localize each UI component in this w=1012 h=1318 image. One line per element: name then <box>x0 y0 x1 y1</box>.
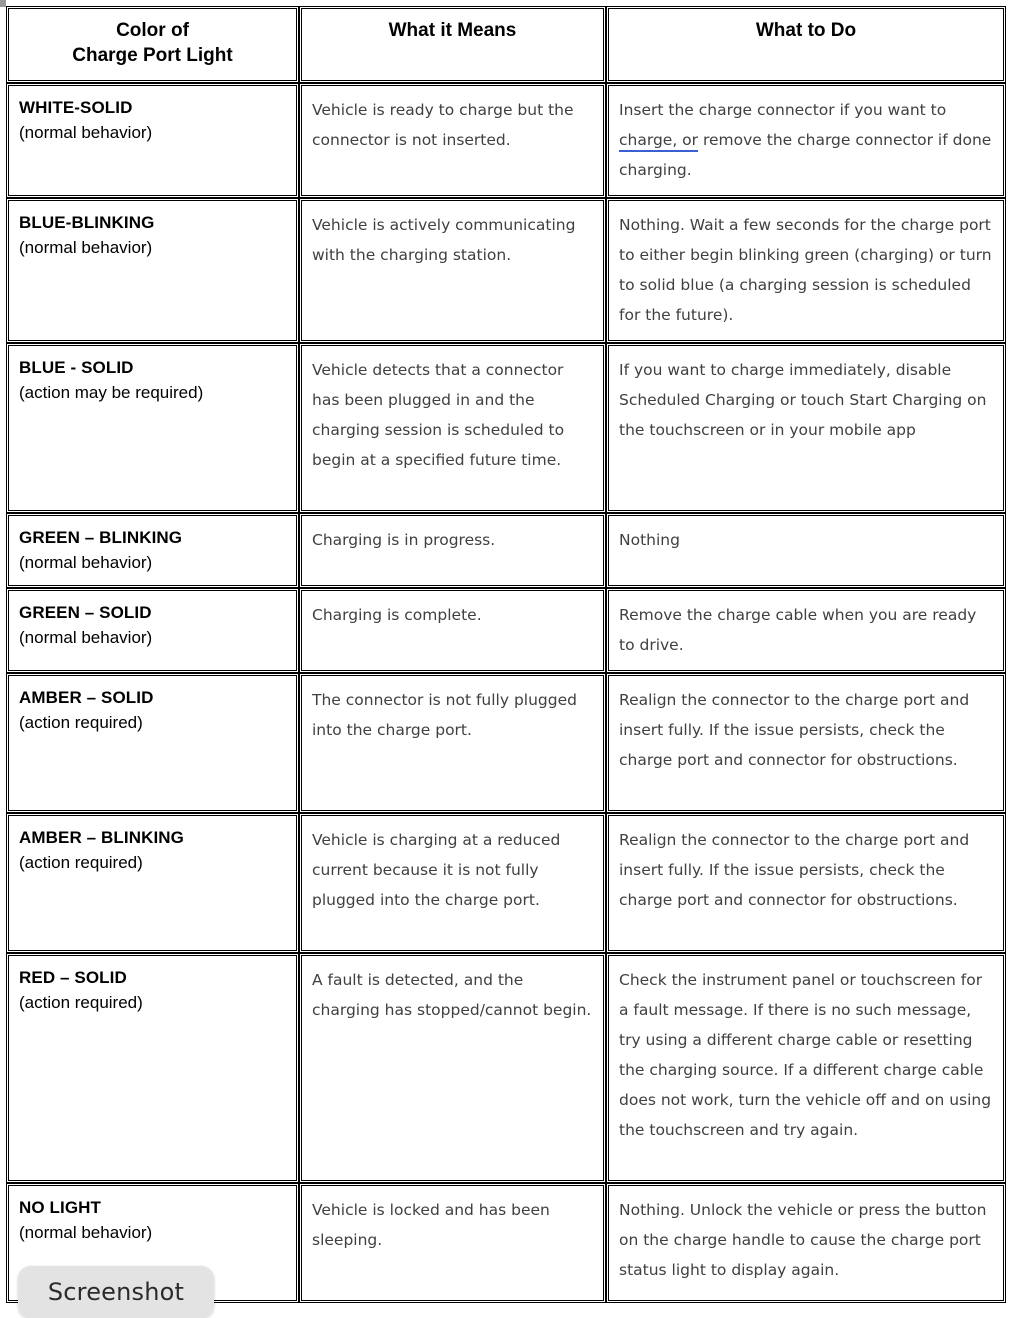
row-todo-green-solid <box>606 588 1006 673</box>
row-means-text: Vehicle detects that a connector has been plugged in and the charging session is scheduled to begin at a specified future time. <box>312 361 565 469</box>
row-label-blue-solid <box>6 343 299 513</box>
table-header <box>6 6 1006 83</box>
row-label-amber-blinking <box>6 813 299 953</box>
column-header-color <box>6 6 299 83</box>
row-means-blue-blinking <box>299 198 606 343</box>
grammar-suggestion-underline[interactable]: charge, or <box>619 131 698 152</box>
row-label-main: NO LIGHT <box>19 1198 102 1217</box>
column-header-color-line1: Color of <box>116 20 189 41</box>
row-label-sub: (action required) <box>19 993 143 1012</box>
row-means-green-solid <box>299 588 606 673</box>
row-label-green-solid <box>6 588 299 673</box>
row-label-sub: (normal behavior) <box>19 1223 153 1242</box>
row-label-sub: (action required) <box>19 853 143 872</box>
table-header-row <box>6 6 1006 83</box>
row-means-red-solid <box>299 953 606 1183</box>
row-todo-text: Remove the charge cable when you are ready to drive. <box>619 606 977 654</box>
row-label-main: BLUE-BLINKING <box>19 213 155 232</box>
column-header-what-to-do-label: What to Do <box>755 20 857 41</box>
row-todo-amber-solid <box>606 673 1006 813</box>
charge-port-light-table <box>6 6 1006 1303</box>
row-label-main: GREEN – SOLID <box>19 603 152 622</box>
row-label-sub: (action may be required) <box>19 383 204 402</box>
row-todo-text: Realign the connector to the charge port and insert fully. If the issue persists, check the charge port and connector for obstructions. <box>619 691 970 769</box>
row-means-blue-solid <box>299 343 606 513</box>
table-row <box>6 588 1006 673</box>
row-means-white-solid <box>299 83 606 198</box>
table-row <box>6 198 1006 343</box>
row-todo-amber-blinking <box>606 813 1006 953</box>
row-means-text: Charging is complete. <box>312 606 482 624</box>
row-means-text: Vehicle is ready to charge but the connector is not inserted. <box>312 101 574 149</box>
row-todo-white-solid <box>606 83 1006 198</box>
row-label-main: AMBER – BLINKING <box>19 828 184 847</box>
row-todo-green-blinking <box>606 513 1006 588</box>
row-label-green-blinking <box>6 513 299 588</box>
row-label-main: BLUE - SOLID <box>19 358 134 377</box>
row-todo-text: Nothing. Wait a few seconds for the charge port to either begin blinking green (charging) or turn to solid blue (a charging session is scheduled for the future). <box>619 216 992 324</box>
table-row <box>6 953 1006 1183</box>
row-label-sub: (action required) <box>19 713 143 732</box>
row-todo-blue-blinking <box>606 198 1006 343</box>
row-label-white-solid <box>6 83 299 198</box>
column-header-what-to-do <box>606 6 1006 83</box>
row-means-text: Vehicle is locked and has been sleeping. <box>312 1201 550 1249</box>
screenshot-chip-label: Screenshot <box>47 1278 185 1306</box>
row-means-amber-solid <box>299 673 606 813</box>
column-header-what-it-means-label: What it Means <box>388 20 517 41</box>
row-todo-blue-solid <box>606 343 1006 513</box>
row-means-no-light <box>299 1183 606 1303</box>
row-label-main: GREEN – BLINKING <box>19 528 183 547</box>
table-row <box>6 83 1006 198</box>
row-todo-no-light <box>606 1183 1006 1303</box>
screenshot-chip[interactable] <box>18 1266 214 1318</box>
row-todo-text-after: remove the charge connector if done charging. <box>619 131 992 179</box>
charge-port-light-table-container <box>6 6 1006 1303</box>
row-means-text: Vehicle is actively communicating with the charging station. <box>312 216 576 264</box>
row-means-text: The connector is not fully plugged into the charge port. <box>312 691 577 739</box>
row-label-main: RED – SOLID <box>19 968 127 987</box>
row-todo-text: If you want to charge immediately, disable Scheduled Charging or touch Start Charging on the touchscreen or in your mobile app <box>619 361 987 439</box>
row-means-text: A fault is detected, and the charging has stopped/cannot begin. <box>312 971 592 1019</box>
row-todo-red-solid <box>606 953 1006 1183</box>
row-todo-text-before: Insert the charge connector if you want to <box>619 101 947 119</box>
table-row <box>6 673 1006 813</box>
table-row <box>6 513 1006 588</box>
row-label-main: AMBER – SOLID <box>19 688 154 707</box>
row-label-main: WHITE-SOLID <box>19 98 133 117</box>
row-label-sub: (normal behavior) <box>19 238 153 257</box>
row-label-blue-blinking <box>6 198 299 343</box>
row-label-red-solid <box>6 953 299 1183</box>
row-label-sub: (normal behavior) <box>19 628 153 647</box>
row-todo-text: Nothing. Unlock the vehicle or press the button on the charge handle to cause the charge port status light to display again. <box>619 1201 987 1279</box>
table-row <box>6 813 1006 953</box>
row-means-text: Vehicle is charging at a reduced current because it is not fully plugged into the charge port. <box>312 831 561 909</box>
row-means-text: Charging is in progress. <box>312 531 496 549</box>
row-label-sub: (normal behavior) <box>19 123 153 142</box>
table-row <box>6 343 1006 513</box>
column-header-color-line2: Charge Port Light <box>72 45 233 66</box>
row-todo-text: Realign the connector to the charge port and insert fully. If the issue persists, check the charge port and connector for obstructions. <box>619 831 970 909</box>
column-header-what-it-means <box>299 6 606 83</box>
table-body <box>6 83 1006 1303</box>
row-means-amber-blinking <box>299 813 606 953</box>
row-label-amber-solid <box>6 673 299 813</box>
row-label-sub: (normal behavior) <box>19 553 153 572</box>
row-todo-text: Nothing <box>619 531 680 549</box>
row-means-green-blinking <box>299 513 606 588</box>
row-todo-text: Check the instrument panel or touchscreen for a fault message. If there is no such message, try using a different charge cable or resetting the charging source. If a different charge cable does not work, turn the vehicle off and on using the touchscreen and try again. <box>619 971 992 1139</box>
